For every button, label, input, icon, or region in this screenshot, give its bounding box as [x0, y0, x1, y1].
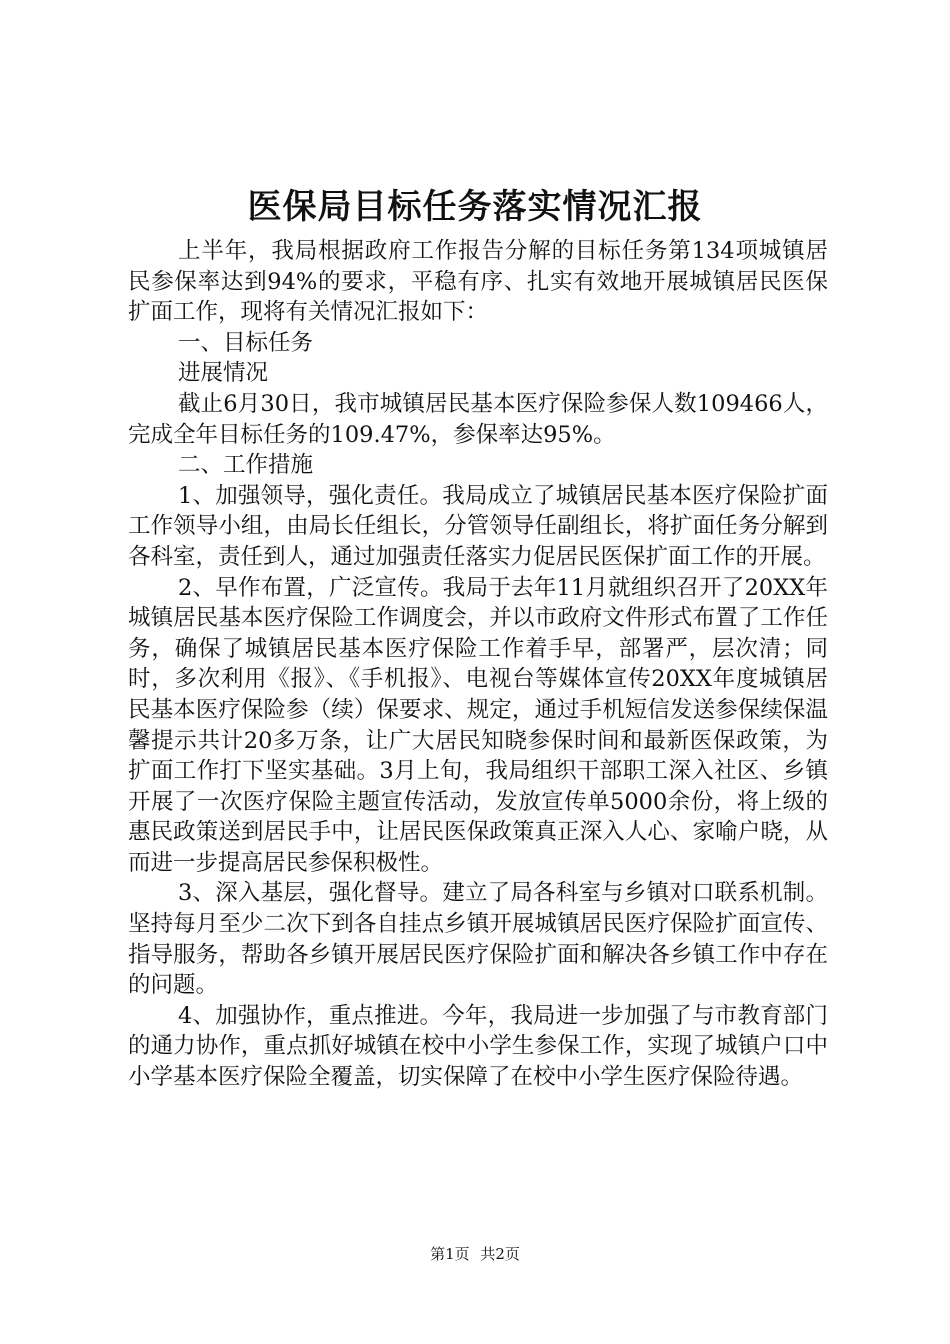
page-footer	[0, 1244, 950, 1264]
measure-paragraph-1: 1、加强领导，强化责任。我局成立了城镇居民基本医疗保险扩面工作领导小组，由局长任组长，分管领导任副组长，将扩面任务分解到各科室，责任到人，通过加强责任落实力促居民医保扩面工作的开展。	[128, 482, 828, 570]
document-body	[128, 236, 828, 1093]
measure-paragraph-4: 4、加强协作，重点推进。今年，我局进一步加强了与市教育部门的通力协作，重点抓好城镇在校中小学生参保工作，实现了城镇户口中小学基本医疗保险全覆盖，切实保障了在校中小学生医疗保险待遇。	[128, 1002, 828, 1091]
progress-paragraph: 截止6月30日，我市城镇居民基本医疗保险参保人数109466人，完成全年目标任务的109.47%，参保率达95%。	[128, 390, 828, 448]
section-heading-goals: 一、目标任务	[178, 329, 314, 356]
intro-paragraph: 上半年，我局根据政府工作报告分解的目标任务第134项城镇居民参保率达到94%的要求，平稳有序、扎实有效地开展城镇居民医保扩面工作，现将有关情况汇报如下：	[128, 238, 828, 326]
section-heading-measures: 二、工作措施	[178, 452, 314, 479]
page-total: 共2页	[480, 1245, 520, 1263]
subheading-progress: 进展情况	[178, 360, 269, 387]
document-title: 医保局目标任务落实情况汇报	[247, 187, 703, 227]
measure-paragraph-2: 2、早作布置，广泛宣传。我局于去年11月就组织召开了20XX年城镇居民基本医疗保险工作调度会，并以市政府文件形式布置了工作任务，确保了城镇居民基本医疗保险工作着手早，部署严，层次清；同时，多次利用《报》、《手机报》、电视台等媒体宣传20XX年度城镇居民基本医疗保险参（续）保要求、规定，通过手机短信发送参保续保温馨提示共计20多万条，让广大居民知晓参保时间和最新医保政策，为扩面工作打下坚实基础。3月上旬，我局组织干部职工深入社区、乡镇开展了一次医疗保险主题宣传活动，发放宣传单5000余份，将上级的惠民政策送到居民手中，让居民医保政策真正深入人心、家喻户晓，从而进一步提高居民参保积极性。	[128, 574, 828, 876]
page-number: 第1页	[430, 1245, 470, 1263]
measure-paragraph-3: 3、深入基层，强化督导。建立了局各科室与乡镇对口联系机制。坚持每月至少二次下到各自挂点乡镇开展城镇居民医疗保险扩面宣传、指导服务，帮助各乡镇开展居民医疗保险扩面和解决各乡镇工作中存在的问题。	[128, 880, 828, 999]
